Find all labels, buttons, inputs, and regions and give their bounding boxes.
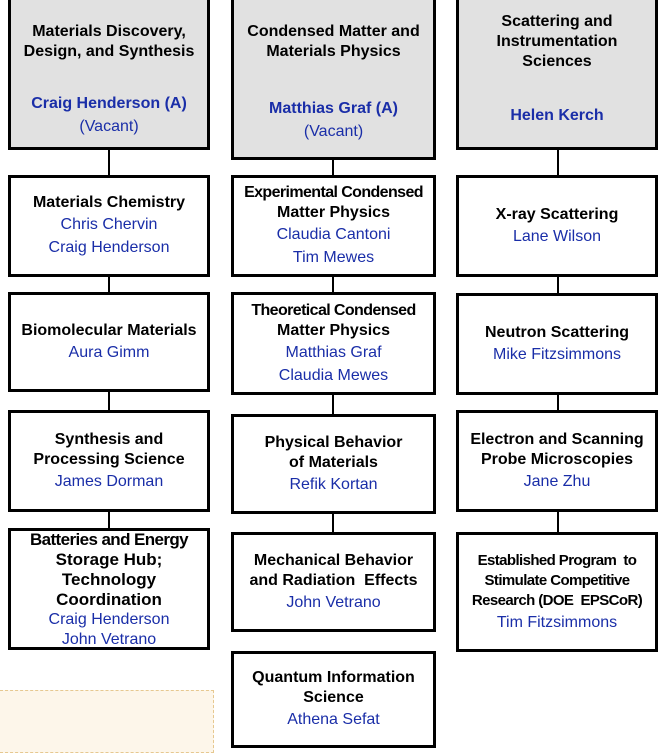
header-title-area — [459, 0, 655, 86]
program-manager-name: John Vetrano — [61, 631, 157, 648]
program-title: of Materials — [289, 453, 378, 471]
program-theoretical-condensed-matter — [231, 292, 436, 395]
header-sub-name: (Vacant) — [303, 123, 364, 140]
program-manager-name: Aura Gimm — [68, 343, 150, 361]
program-title: Coordination — [56, 590, 162, 609]
header-title-area — [234, 0, 433, 86]
program-title: Quantum Information — [252, 669, 415, 686]
program-title: Batteries and Energy — [29, 530, 189, 549]
header-title-line: Condensed Matter and — [247, 22, 420, 40]
program-title: Physical Behavior — [264, 433, 403, 451]
header-title-line: Sciences — [522, 52, 592, 70]
program-manager-name: Tim Mewes — [292, 249, 375, 266]
program-manager-name: Athena Sefat — [287, 711, 380, 728]
header-lead-name: Craig Henderson (A) — [31, 95, 187, 112]
header-sub-name: (Vacant) — [79, 118, 139, 135]
header-lead-area — [459, 83, 655, 147]
program-manager-name: James Dorman — [54, 472, 164, 490]
program-title: Materials Chemistry — [32, 194, 186, 211]
program-title: X-ray Scattering — [495, 205, 619, 223]
program-title: Stimulate Competitive — [484, 571, 630, 589]
program-title: Mechanical Behavior — [253, 551, 414, 569]
program-manager-name: Lane Wilson — [512, 227, 602, 245]
program-title: Biomolecular Materials — [21, 321, 197, 339]
program-title: Matter Physics — [277, 321, 390, 339]
program-manager-name: Craig Henderson — [48, 239, 170, 256]
program-title: Technology — [61, 570, 157, 589]
program-manager-name: Matthias Graf — [285, 343, 382, 361]
program-title: Neutron Scattering — [484, 323, 629, 341]
header-title-line: Instrumentation — [496, 32, 618, 50]
program-title: Matter Physics — [277, 204, 390, 221]
program-electron-scanning-probe — [456, 410, 658, 512]
program-manager-name: Claudia Mewes — [278, 366, 389, 384]
program-physical-behavior — [231, 414, 436, 514]
program-epscor — [456, 532, 658, 652]
program-title: Processing Science — [33, 450, 185, 468]
program-manager-name: Craig Henderson — [48, 611, 170, 628]
program-manager-name: Refik Kortan — [289, 475, 378, 493]
program-title: Probe Microscopies — [480, 450, 634, 468]
program-neutron-scattering — [456, 293, 658, 395]
program-manager-name: John Vetrano — [286, 593, 381, 611]
program-manager-name: Claudia Cantoni — [276, 226, 391, 243]
program-manager-name: Chris Chervin — [60, 216, 158, 233]
program-title: and Radiation Effects — [249, 571, 418, 589]
header-lead-name: Matthias Graf (A) — [269, 100, 398, 117]
program-experimental-condensed-matter — [231, 175, 436, 277]
header-title-line: Scattering and — [501, 12, 613, 30]
program-title: Experimental Condensed — [244, 184, 423, 201]
program-title: Research (DOE EPSCoR) — [471, 591, 643, 609]
header-lead-area — [11, 83, 207, 147]
program-materials-chemistry — [8, 175, 210, 277]
header-lead-name: Helen Kerch — [510, 106, 604, 124]
header-lead-area — [234, 83, 433, 157]
program-title: Established Program to — [477, 551, 637, 569]
program-manager-name: Jane Zhu — [523, 472, 591, 490]
program-title: Storage Hub; — [55, 550, 163, 569]
program-title: Science — [303, 689, 364, 706]
header-condensed-matter — [231, 0, 436, 160]
program-mechanical-behavior — [231, 532, 436, 632]
program-title: Electron and Scanning — [470, 430, 644, 448]
header-title-area — [11, 0, 207, 86]
note-area — [0, 690, 214, 753]
program-manager-name: Tim Fitzsimmons — [496, 613, 618, 631]
header-scattering — [456, 0, 658, 150]
program-biomolecular-materials — [8, 292, 210, 392]
program-batteries-energy-storage — [8, 528, 210, 650]
program-title: Synthesis and — [54, 430, 164, 448]
program-title: Theoretical Condensed — [251, 301, 416, 319]
header-title-line: Materials Discovery, — [32, 22, 186, 40]
header-title-line: Design, and Synthesis — [23, 42, 195, 60]
header-materials-discovery — [8, 0, 210, 150]
program-manager-name: Mike Fitzsimmons — [492, 345, 621, 363]
header-title-line: Materials Physics — [266, 42, 401, 60]
program-x-ray-scattering — [456, 175, 658, 277]
program-synthesis-processing — [8, 410, 210, 512]
program-quantum-information-science — [231, 651, 436, 748]
